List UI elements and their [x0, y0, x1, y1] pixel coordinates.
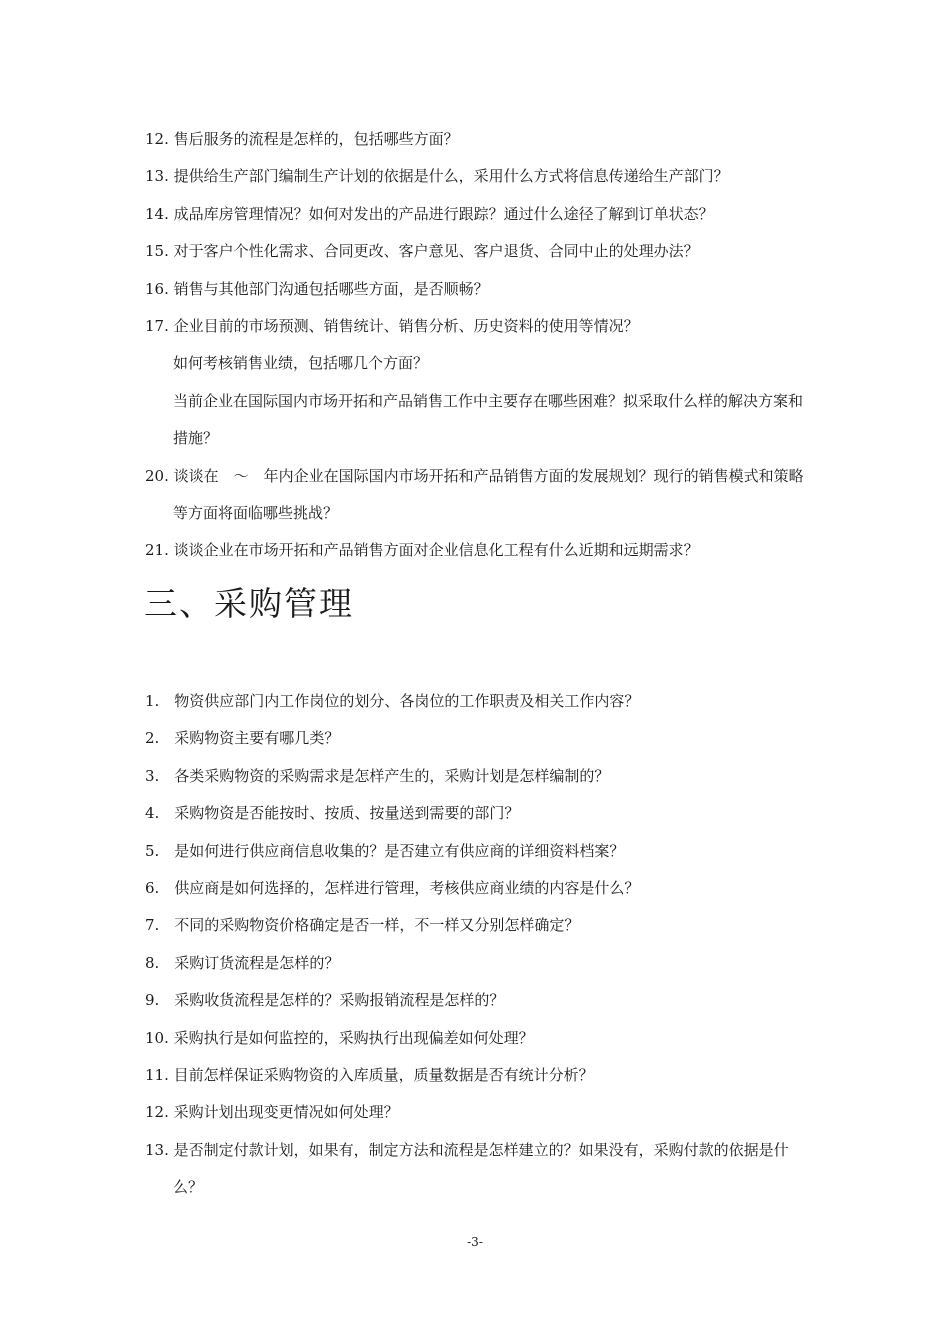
- list-item: 5. 是如何进行供应商信息收集的？是否建立有供应商的详细资料档案？: [145, 841, 625, 860]
- list-item: 2. 采购物资主要有哪几类？: [145, 729, 340, 748]
- list-item: 当前企业在国际国内市场开拓和产品销售工作中主要存在哪些困难？拟采取什么样的解决方案和措施？: [173, 391, 804, 448]
- list-item: 8. 采购订货流程是怎样的？: [145, 953, 340, 972]
- page-number: -3-: [467, 1235, 483, 1249]
- list-item: 21. 谈谈企业在市场开拓和产品销售方面对企业信息化工程有什么近期和远期需求？: [145, 541, 699, 560]
- list-item: 10. 采购执行是如何监控的，采购执行出现偏差如何处理？: [145, 1028, 534, 1047]
- list-item: 1. 物资供应部门内工作岗位的划分、各岗位的工作职责及相关工作内容？: [145, 692, 640, 710]
- list-item: 20. 谈谈在 ～ 年内企业在国际国内市场开拓和产品销售方面的发展规划？现行的销售模式和策略等方面将面临哪些挑战？: [145, 466, 804, 523]
- list-item: 3. 各类采购物资的采购需求是怎样产生的，采购计划是怎样编制的？: [145, 766, 610, 785]
- section-title: 三、采购管理: [144, 584, 354, 623]
- list-item: 17. 企业目前的市场预测、销售统计、销售分析、历史资料的使用等情况？: [145, 317, 639, 336]
- list-item: 12. 采购计划出现变更情况如何处理？: [145, 1103, 399, 1122]
- list-item: 13. 提供给生产部门编制生产计划的依据是什么，采用什么方式将信息传递给生产部门？: [145, 167, 729, 186]
- sales-question-list: [145, 121, 815, 570]
- list-item: 6. 供应商是如何选择的，怎样进行管理，考核供应商业绩的内容是什么？: [145, 879, 640, 898]
- list-item: 如何考核销售业绩，包括哪几个方面？: [173, 354, 429, 373]
- list-item: 16. 销售与其他部门沟通包括哪些方面，是否顺畅？: [145, 279, 489, 298]
- list-item: 13. 是否制定付款计划，如果有，制定方法和流程是怎样建立的？如果没有，采购付款的依据是什么？: [145, 1140, 789, 1197]
- list-item: 15. 对于客户个性化需求、合同更改、客户意见、客户退货、合同中止的处理办法？: [145, 242, 699, 261]
- list-item: 11. 目前怎样保证采购物资的入库质量，质量数据是否有统计分析？: [145, 1066, 594, 1085]
- list-item: 14. 成品库房管理情况？如何对发出的产品进行跟踪？通过什么途径了解到订单状态？: [145, 204, 714, 223]
- purchasing-question-list: [145, 683, 815, 1207]
- list-item: 7. 不同的采购物资价格确定是否一样，不一样又分别怎样确定？: [145, 916, 580, 935]
- list-item: 9. 采购收货流程是怎样的？采购报销流程是怎样的？: [145, 991, 505, 1010]
- list-item: 12. 售后服务的流程是怎样的，包括哪些方面？: [145, 130, 459, 148]
- list-item: 4. 采购物资是否能按时、按质、按量送到需要的部门？: [145, 804, 520, 823]
